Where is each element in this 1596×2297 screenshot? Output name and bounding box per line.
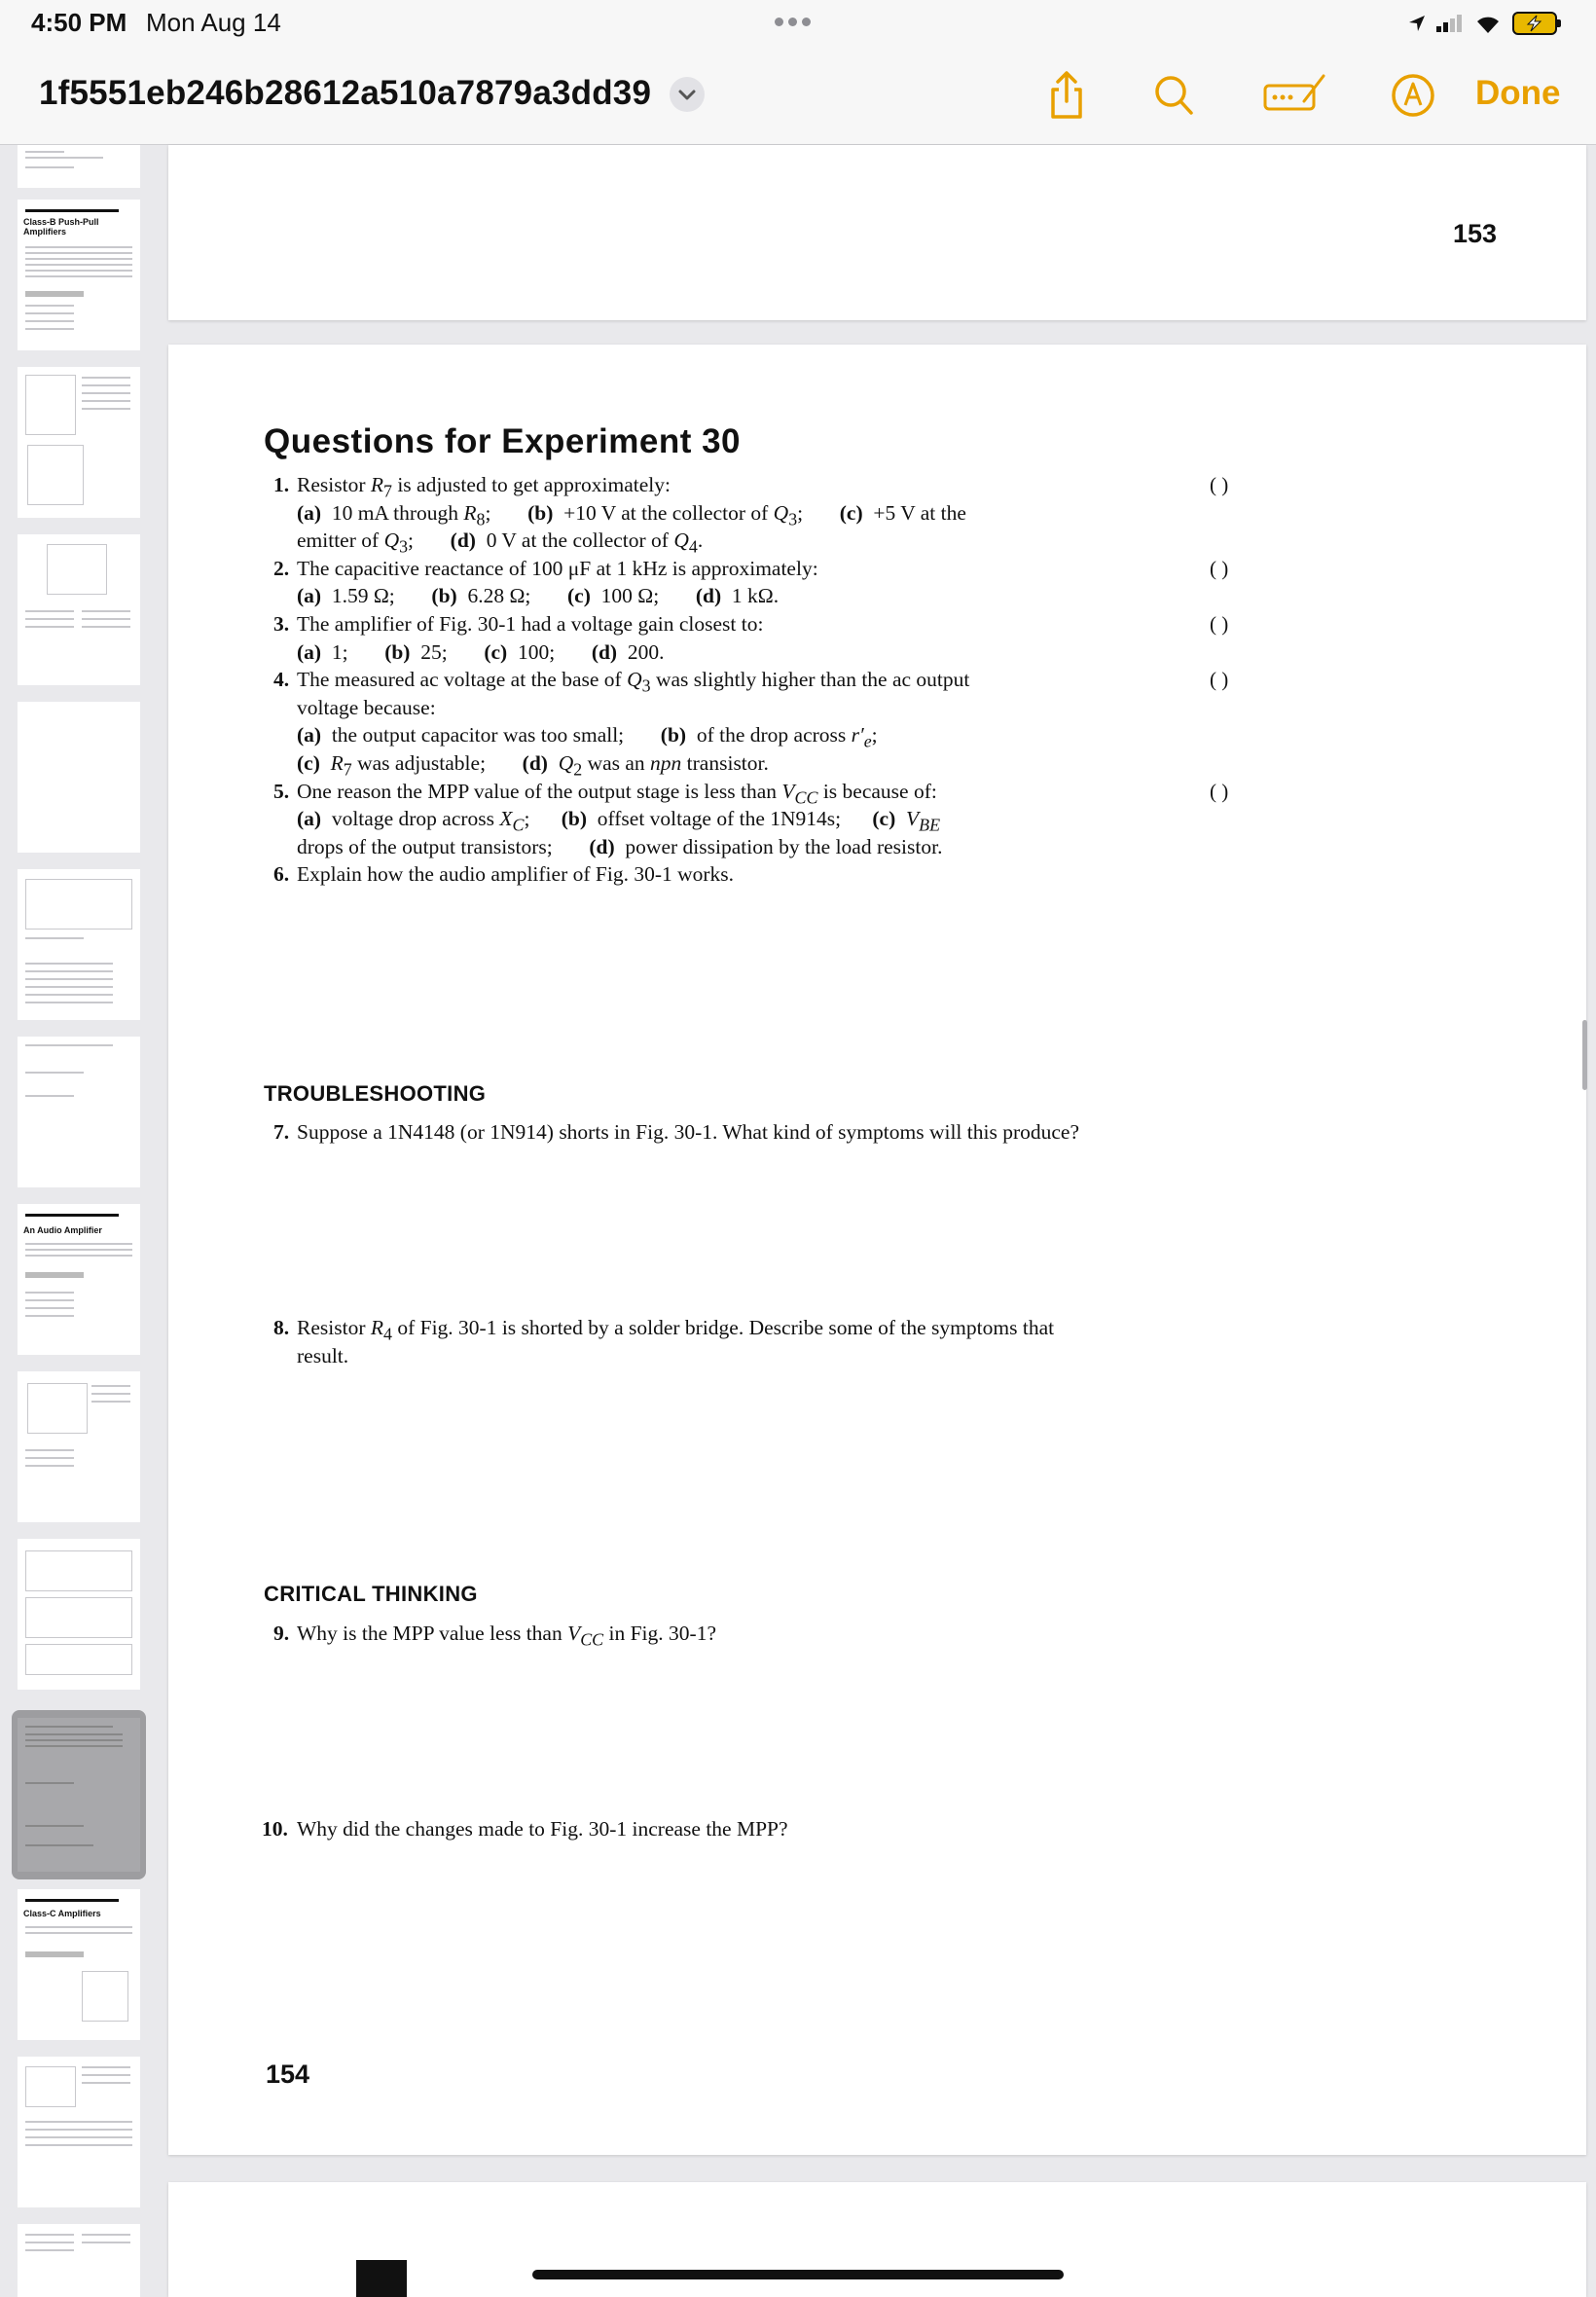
thumbnail-title: Class-B Push-Pull Amplifiers [23,217,99,237]
question-number: 10. [262,1817,288,1841]
markup-icon[interactable] [1261,68,1329,123]
status-time: 4:50 PM [31,8,127,37]
page-thumbnail-sidebar[interactable] [0,145,156,2297]
page-thumbnail[interactable] [18,1539,140,1690]
question-number: 6. [273,862,290,887]
page-heading: Questions for Experiment 30 [264,422,742,460]
scroll-indicator[interactable] [1582,1020,1587,1090]
status-bar [0,0,1596,47]
question-text-line: Why did the changes made to Fig. 30-1 increase the MPP? [297,1817,788,1841]
page-thumbnail[interactable] [18,2224,140,2297]
question-text-line: Why is the MPP value less than $V_{CC}$ in Fig. 30-1? [297,1622,716,1650]
page-image-fragment [356,2260,407,2297]
share-icon[interactable] [1039,68,1094,123]
battery-charging-icon [1512,12,1557,35]
page-thumbnail[interactable] [18,200,140,350]
document-title[interactable]: 1f5551eb246b28612a510a7879a3dd39 [39,74,652,112]
page-thumbnail[interactable] [18,869,140,1020]
location-icon [1407,14,1427,33]
question-number: 2. [273,556,290,580]
page-thumbnail[interactable] [18,367,140,518]
question-number: 1. [273,473,290,496]
thumbnail-title: Class-C Amplifiers [23,1909,101,1918]
home-indicator[interactable] [532,2270,1064,2279]
chevron-down-icon[interactable] [670,77,705,112]
page-number: 153 [1453,219,1498,248]
question-text-line: (a) 1; (b) 25; (c) 100; (d) 200. [297,639,665,664]
answer-blank[interactable]: ( ) [1210,779,1229,803]
question-text-line: (a) voltage drop across $X_C$; (b) offset voltage of the 1N914s; (c) $V_{BE}$ [297,807,941,835]
question-text-line: Resistor $R_7$ is adjusted to get approximately: [297,473,671,501]
section-heading-critical-thinking: CRITICAL THINKING [264,1582,478,1606]
question-text-line: The amplifier of Fig. 30-1 had a voltage gain closest to: [297,612,764,636]
page-thumbnail[interactable] [18,1204,140,1355]
status-date: Mon Aug 14 [146,8,281,37]
question-text-line: emitter of $Q_3$; (d) 0 V at the collector of $Q_4$. [297,529,704,557]
done-button[interactable]: Done [1475,74,1561,112]
question-text-line: Explain how the audio amplifier of Fig. 30-1 works. [297,862,735,887]
wifi-icon [1473,13,1503,34]
question-text-line: (a) the output capacitor was too small; (b) of the drop across $r'_e$; [297,723,878,751]
question-text-line: The measured ac voltage at the base of $Q_3$ was slightly higher than the ac output [297,668,970,696]
question-number: 4. [273,668,290,692]
answer-blank[interactable]: ( ) [1210,556,1229,580]
page-thumbnail[interactable] [18,2057,140,2207]
question-text-line: One reason the MPP value of the output stage is less than $V_{CC}$ is because of: [297,779,937,807]
multitasking-dots-icon[interactable] [775,14,823,33]
answer-blank[interactable]: ( ) [1210,668,1229,692]
document-toolbar [0,47,1596,145]
annotate-pencil-icon[interactable] [1386,68,1440,123]
cellular-signal-icon [1436,15,1464,32]
page-thumbnail[interactable] [18,1371,140,1522]
page-thumbnail[interactable] [18,702,140,853]
question-text-line: Suppose a 1N4148 (or 1N914) shorts in Fig. 30-1. What kind of symptoms will this produce? [297,1120,1080,1144]
question-number: 8. [273,1316,290,1339]
thumbnail-title: An Audio Amplifier [23,1225,102,1235]
question-number: 3. [273,612,290,636]
document-page [168,145,1586,320]
question-text-line: result. [297,1343,349,1367]
question-text-line: (a) 1.59 Ω; (b) 6.28 Ω; (c) 100 Ω; (d) 1 kΩ. [297,584,780,608]
page-thumbnail[interactable] [18,1889,140,2040]
question-number: 7. [273,1120,290,1144]
question-text-line: (a) 10 mA through $R_8$; (b) +10 V at the collector of $Q_3$; (c) +5 V at the [297,500,966,529]
page-thumbnail[interactable] [18,534,140,685]
question-text-line: (c) $R_7$ was adjustable; (d) $Q_2$ was an npn transistor. [297,751,769,780]
question-text-line: voltage because: [297,695,436,719]
document-page [168,345,1586,2155]
page-number: 154 [266,2060,310,2089]
answer-blank[interactable]: ( ) [1210,473,1229,496]
question-text-line: The capacitive reactance of 100 μF at 1 kHz is approximately: [297,556,818,580]
question-text-line: drops of the output transistors; (d) power dissipation by the load resistor. [297,834,943,858]
status-icons [1407,8,1557,39]
page-thumbnail[interactable] [18,145,140,188]
answer-blank[interactable]: ( ) [1210,612,1229,636]
page-thumbnail[interactable] [18,1037,140,1187]
section-heading-troubleshooting: TROUBLESHOOTING [264,1081,487,1106]
question-number: 5. [273,779,290,803]
page-thumbnail-selected[interactable] [18,1718,140,1872]
question-number: 9. [273,1622,290,1645]
question-text-line: Resistor $R_4$ of Fig. 30-1 is shorted by a solder bridge. Describe some of the symptoms that [297,1316,1055,1344]
search-icon[interactable] [1146,68,1201,123]
